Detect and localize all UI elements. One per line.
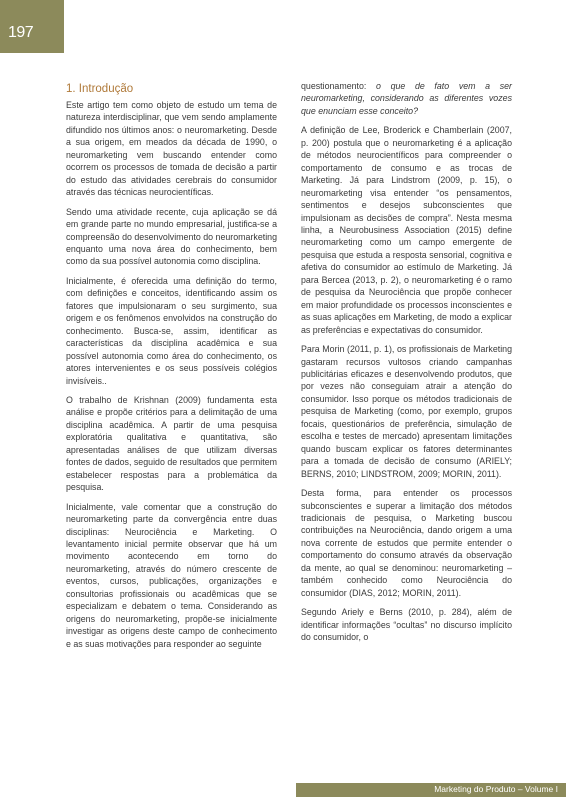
paragraph: Sendo uma atividade recente, cuja aplicação se dá em grande parte no mundo empresarial, justifica-se a compreensão do desenvolvimento do neuromarketing enquanto uma nova área do conhecimento, bem como da sua possível autonomia como disciplina.: [66, 206, 277, 267]
footer-bar: [296, 783, 566, 797]
paragraph: A definição de Lee, Broderick e Chamberlain (2007, p. 200) postula que o neuromarketing é a aplicação de métodos neurocientíficos para compreender o comportamento de consumo e as trocas de Marketing. Já para Lindstrom (2009, p. 15), o neuromarketing visa entender “os pensamentos, sentimentos e desejos subconscientes que impulsionam as decisões de compra”. Nesta mesma linha, a Neurobusiness Association (2015) define neuromarketing como um campo emergente de pesquisa que estuda a resposta sensorial, cognitiva e afetiva do consumidor ao estímulo de Marketing. Já para Bercea (2013, p. 2), o neuromarketing é o ramo de pesquisa da Neurociência que propõe conhecer em maior profundidade os processos inconscientes e as suas aplicações em Marketing, de modo a explicar as preferências e expectativas do consumidor.: [301, 125, 512, 335]
paragraph: Segundo Ariely e Berns (2010, p. 284), além de identificar informações “ocultas” no discurso implícito do consumidor, o: [301, 607, 512, 643]
paragraph: O trabalho de Krishnan (2009) fundamenta esta análise e propõe critérios para a delimitação de uma disciplina acadêmica. A partir de uma pesquisa exploratória qualitativa e quantitativa, são apresentadas análises de que utilizam diversas fontes de dados, seguido de resultados que permitem estabelecer respostas para a problemática da pesquisa.: [66, 394, 277, 493]
paragraph: Este artigo tem como objeto de estudo um tema de natureza interdisciplinar, que vem sendo amplamente difundido nos últimos anos: o neuromarketing. Desde a sua origem, em meados da década de 1990, o neuromarketing vem buscando entender como ocorrem os processos de tomada de decisão a partir do estudo das atividades cerebrais do consumidor através das técnicas neurocientíficas.: [66, 100, 277, 198]
footer-text: Marketing do Produto – Volume I: [434, 784, 558, 794]
question-lead: questionamento:: [301, 81, 377, 91]
paragraph-question: [301, 80, 512, 117]
right-column: [301, 80, 512, 650]
paragraph: Inicialmente, é oferecida uma definição do termo, com definições e conceitos, identificando assim os fatores que impulsionaram o seu surgimento, sua origem e os fenômenos envolvidos na construção do conhecimento. Busca-se, assim, identificar as características da disciplina acadêmica e sua possível autonomia como área do conhecimento, os atores intervenientes e os seus possíveis colégios invisíveis..: [66, 275, 277, 386]
paragraph: Para Morin (2011, p. 1), os profissionais de Marketing gastaram recursos vultosos criando campanhas publicitárias eficazes e desenvolvendo produtos, que por vezes não conseguiam atrair a atenção do consumidor. Isso porque os métodos tradicionais de pesquisa de Marketing (como, por exemplo, grupos focais, questionários de preferência, simulação de escolha e testes de mercado) apresentam limitações quando buscam explicar os fatores determinantes para a tomada de decisão de consumo (ARIELY; BERNS, 2010; LINDSTROM, 2009; MORIN, 2011).: [301, 344, 512, 479]
paragraph: Inicialmente, vale comentar que a construção do neuromarketing parte da convergência entre duas disciplinas: Neurociência e Marketing. O levantamento inicial permite observar que há um movimento acontecendo em torno do neuromarketing, através do número crescente de eventos, cursos, publicações, organizações e consultorias profissionais ou acadêmicas que se especializam e debatem o tema. Considerando as origens do neuromarketing, propõe-se inicialmente investigar as origens deste campo de conhecimento e as suas motivações para responder ao seguinte: [66, 501, 277, 649]
section-title: 1. Introdução: [66, 83, 134, 95]
page-number: 197: [8, 24, 34, 41]
left-column: [66, 80, 277, 657]
paragraph: Desta forma, para entender os processos subconscientes e superar a limitação dos métodos tradicionais de pesquisa, o Marketing buscou contribuições na Neurociência, dando origem a uma nova corrente de estudos que permite entender o comportamento do consumo através da observação da mente, ao qual se denominou: neuromarketing – também conhecido como Neurociência do consumidor (DIAS, 2012; MORIN, 2011).: [301, 488, 512, 598]
page-number-box: [0, 0, 64, 53]
question-text: o que de fato vem a ser neuromarketing, considerando as diferentes vozes que enunciam esse conceito?: [301, 81, 512, 116]
